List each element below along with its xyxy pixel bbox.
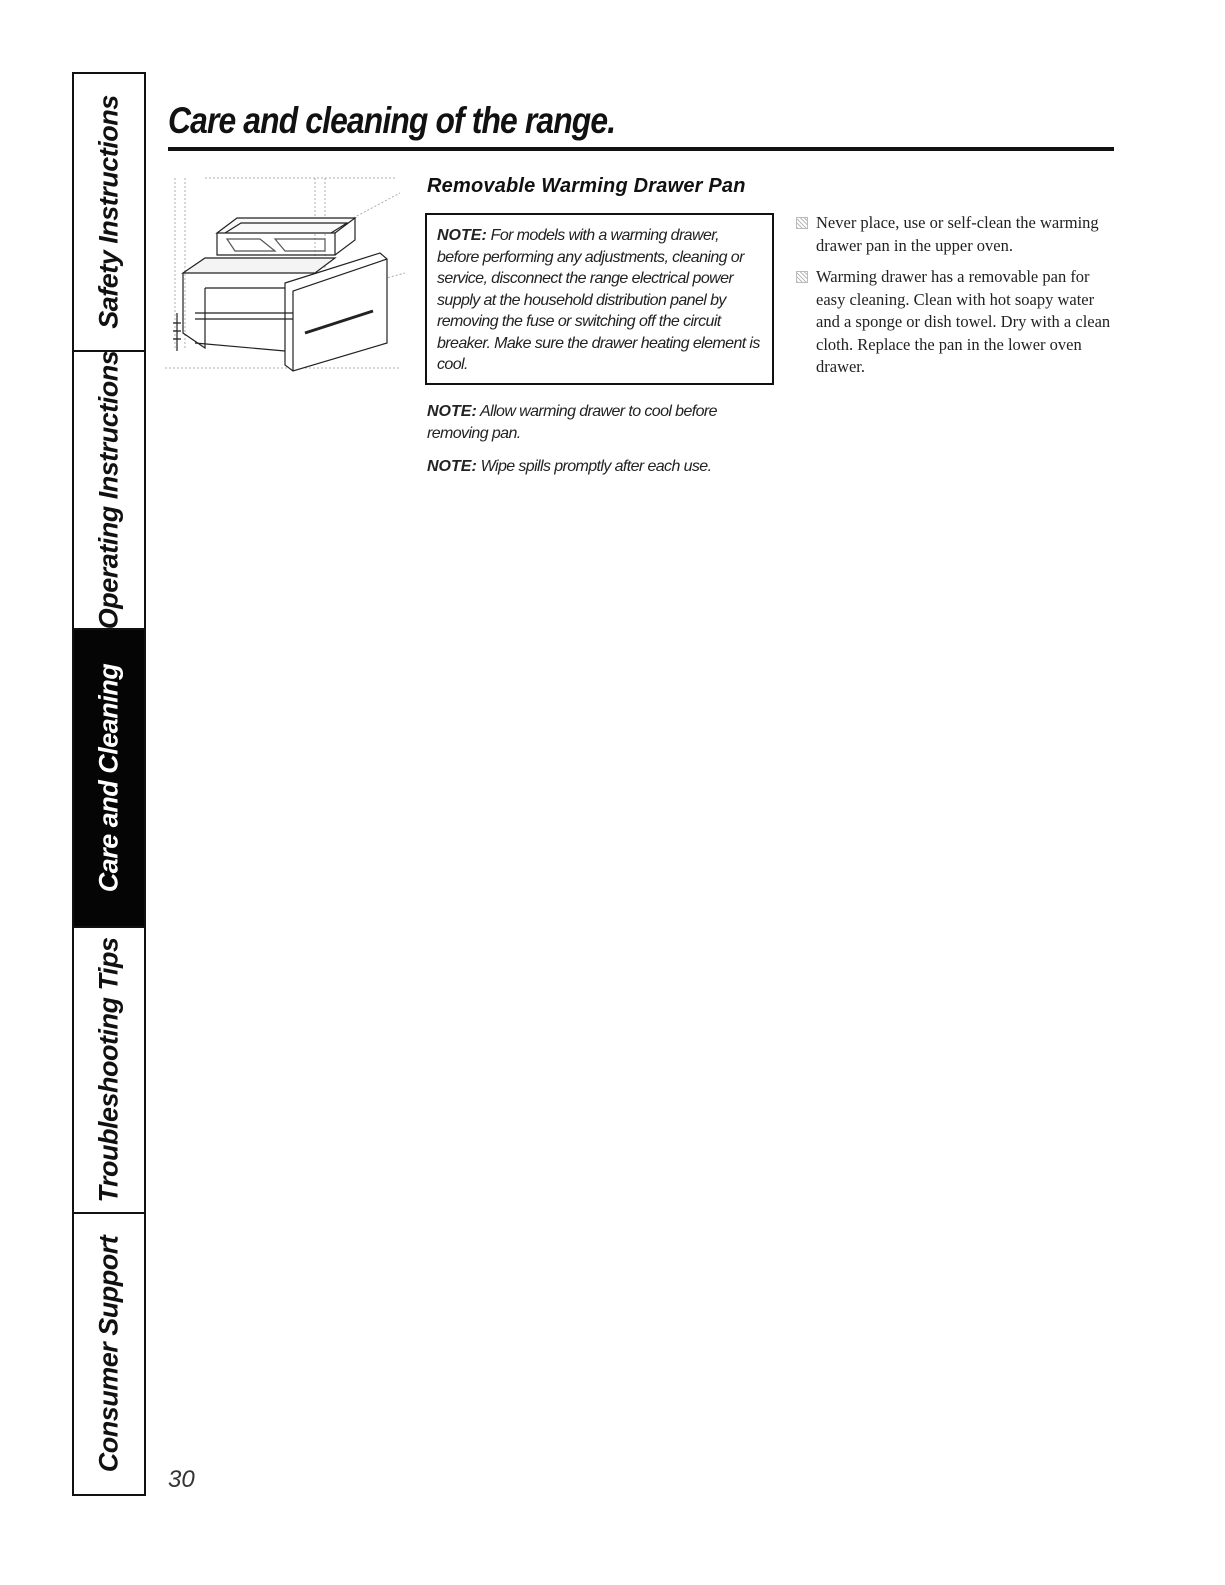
note-text: Allow warming drawer to cool before removing pan. bbox=[427, 403, 717, 442]
instruction-list bbox=[796, 212, 1116, 388]
title-divider bbox=[168, 147, 1114, 151]
tab-label: Troubleshooting Tips bbox=[93, 937, 124, 1203]
boxed-note-text: For models with a warming drawer, before performing any adjustments, cleaning or service, disconnect the range electrical power supply at the household distribution panel by removing the fuse or switching off the circuit breaker. Make sure the drawer heating element is cool. bbox=[437, 227, 760, 373]
note-cool-before-removing bbox=[427, 401, 757, 444]
note-label: NOTE: bbox=[427, 403, 477, 420]
side-tab-strip bbox=[72, 72, 146, 1496]
list-item-text: Warming drawer has a removable pan for easy cleaning. Clean with hot soapy water and a sponge or dish towel. Dry with a clean cloth. Replace the pan in the lower oven drawer. bbox=[816, 267, 1111, 376]
page-number: 30 bbox=[168, 1466, 195, 1493]
tab-label: Consumer Support bbox=[93, 1235, 124, 1473]
tab-label: Operating Instructions bbox=[93, 350, 124, 630]
tab-safety-instructions[interactable] bbox=[74, 74, 144, 352]
page-title: Care and cleaning of the range. bbox=[168, 100, 616, 141]
tab-label: Safety Instructions bbox=[93, 95, 124, 329]
tab-operating-instructions[interactable] bbox=[74, 352, 144, 630]
warning-note-box bbox=[425, 213, 774, 385]
tab-label: Care and Cleaning bbox=[93, 663, 124, 893]
bullet-square-icon bbox=[796, 217, 808, 229]
list-item bbox=[796, 212, 1116, 257]
note-wipe-spills bbox=[427, 456, 757, 478]
section-heading: Removable Warming Drawer Pan bbox=[427, 175, 746, 197]
note-label: NOTE: bbox=[427, 458, 477, 475]
bullet-square-icon bbox=[796, 271, 808, 283]
list-item-text: Never place, use or self-clean the warming drawer pan in the upper oven. bbox=[816, 213, 1099, 255]
tab-care-and-cleaning[interactable] bbox=[74, 630, 144, 928]
note-label: NOTE: bbox=[437, 227, 487, 244]
tab-consumer-support[interactable] bbox=[74, 1214, 144, 1494]
note-text: Wipe spills promptly after each use. bbox=[480, 458, 712, 475]
tab-troubleshooting-tips[interactable] bbox=[74, 928, 144, 1214]
warming-drawer-illustration bbox=[165, 173, 410, 383]
list-item bbox=[796, 266, 1116, 379]
boxed-note bbox=[437, 225, 762, 376]
